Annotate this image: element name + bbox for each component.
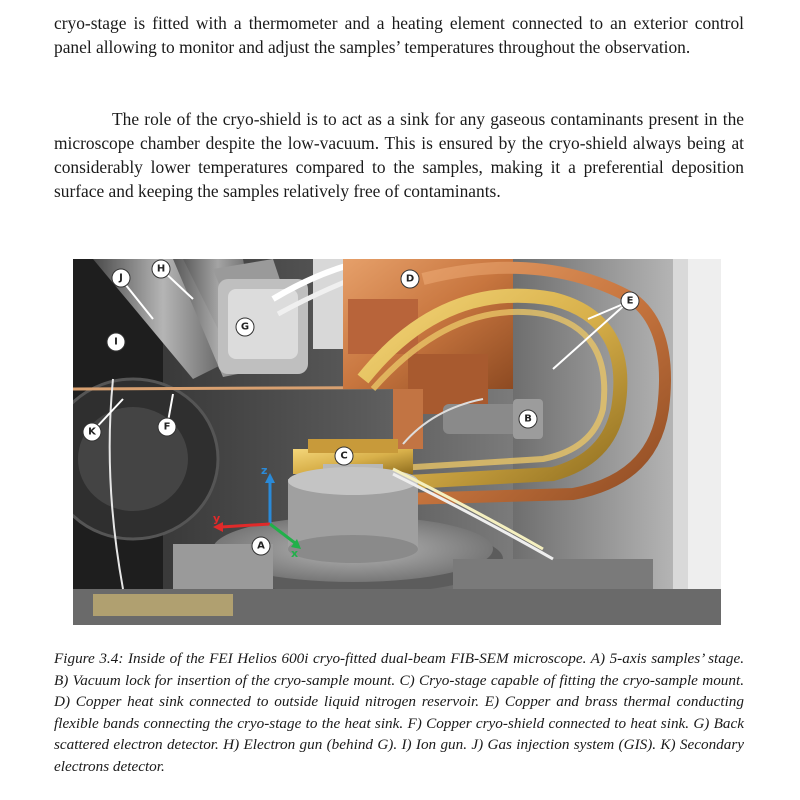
svg-text:F: F xyxy=(163,421,171,433)
label-F xyxy=(158,418,176,436)
body-paragraph-2: The role of the cryo-shield is to act as a sink for any gaseous contaminants present in the microscope chamber despite the low-vacuum. This is ensured by the cryo-shield always being at considerably lower temperatures compared to the samples, making it a preferential deposition surface and keeping the samples relatively free of contaminants. xyxy=(54,109,744,201)
svg-text:A: A xyxy=(257,540,265,552)
label-I xyxy=(107,333,125,351)
axis-y-label: y xyxy=(213,512,221,525)
label-C xyxy=(335,447,353,465)
label-E xyxy=(621,292,639,310)
label-K xyxy=(83,423,101,441)
svg-text:B: B xyxy=(524,413,532,425)
label-D xyxy=(401,270,419,288)
figure-caption: Figure 3.4: Inside of the FEI Helios 600i cryo-fitted dual-beam FIB-SEM microscope. A) 5-axis samples’ stage. B) Vacuum lock for insertion of the cryo-sample mount. C) Cryo-stage capable of fitting the cryo-sample mount. D) Copper heat sink connected to outside liquid nitrogen reservoir. E) Copper and brass thermal conducting flexible bands connecting the cryo-stage to the heat sink. F) Copper cryo-shield connected to heat sink. G) Back scattered electron detector. H) Electron gun (behind G). I) Ion gun. J) Gas injection system (GIS). K) Secondary electrons detector. xyxy=(54,650,744,775)
svg-text:I: I xyxy=(114,336,118,348)
axis-x-label: x xyxy=(291,547,299,560)
label-J xyxy=(112,269,130,287)
microscope-chamber-photo xyxy=(73,259,721,625)
label-B xyxy=(519,410,537,428)
svg-text:C: C xyxy=(340,450,348,462)
svg-text:D: D xyxy=(405,273,415,285)
label-H xyxy=(152,260,170,278)
svg-text:J: J xyxy=(119,272,123,284)
body-paragraph-1: cryo-stage is fitted with a thermometer and a heating element connected to an exterior control panel allowing to monitor and adjust the samples’ temperatures throughout the observation. xyxy=(54,13,744,57)
axis-z-label: z xyxy=(261,464,268,477)
svg-text:G: G xyxy=(240,321,250,333)
label-A xyxy=(252,537,270,555)
svg-text:K: K xyxy=(88,426,96,438)
label-G xyxy=(236,318,254,336)
svg-text:E: E xyxy=(626,295,634,307)
svg-text:H: H xyxy=(156,263,166,275)
